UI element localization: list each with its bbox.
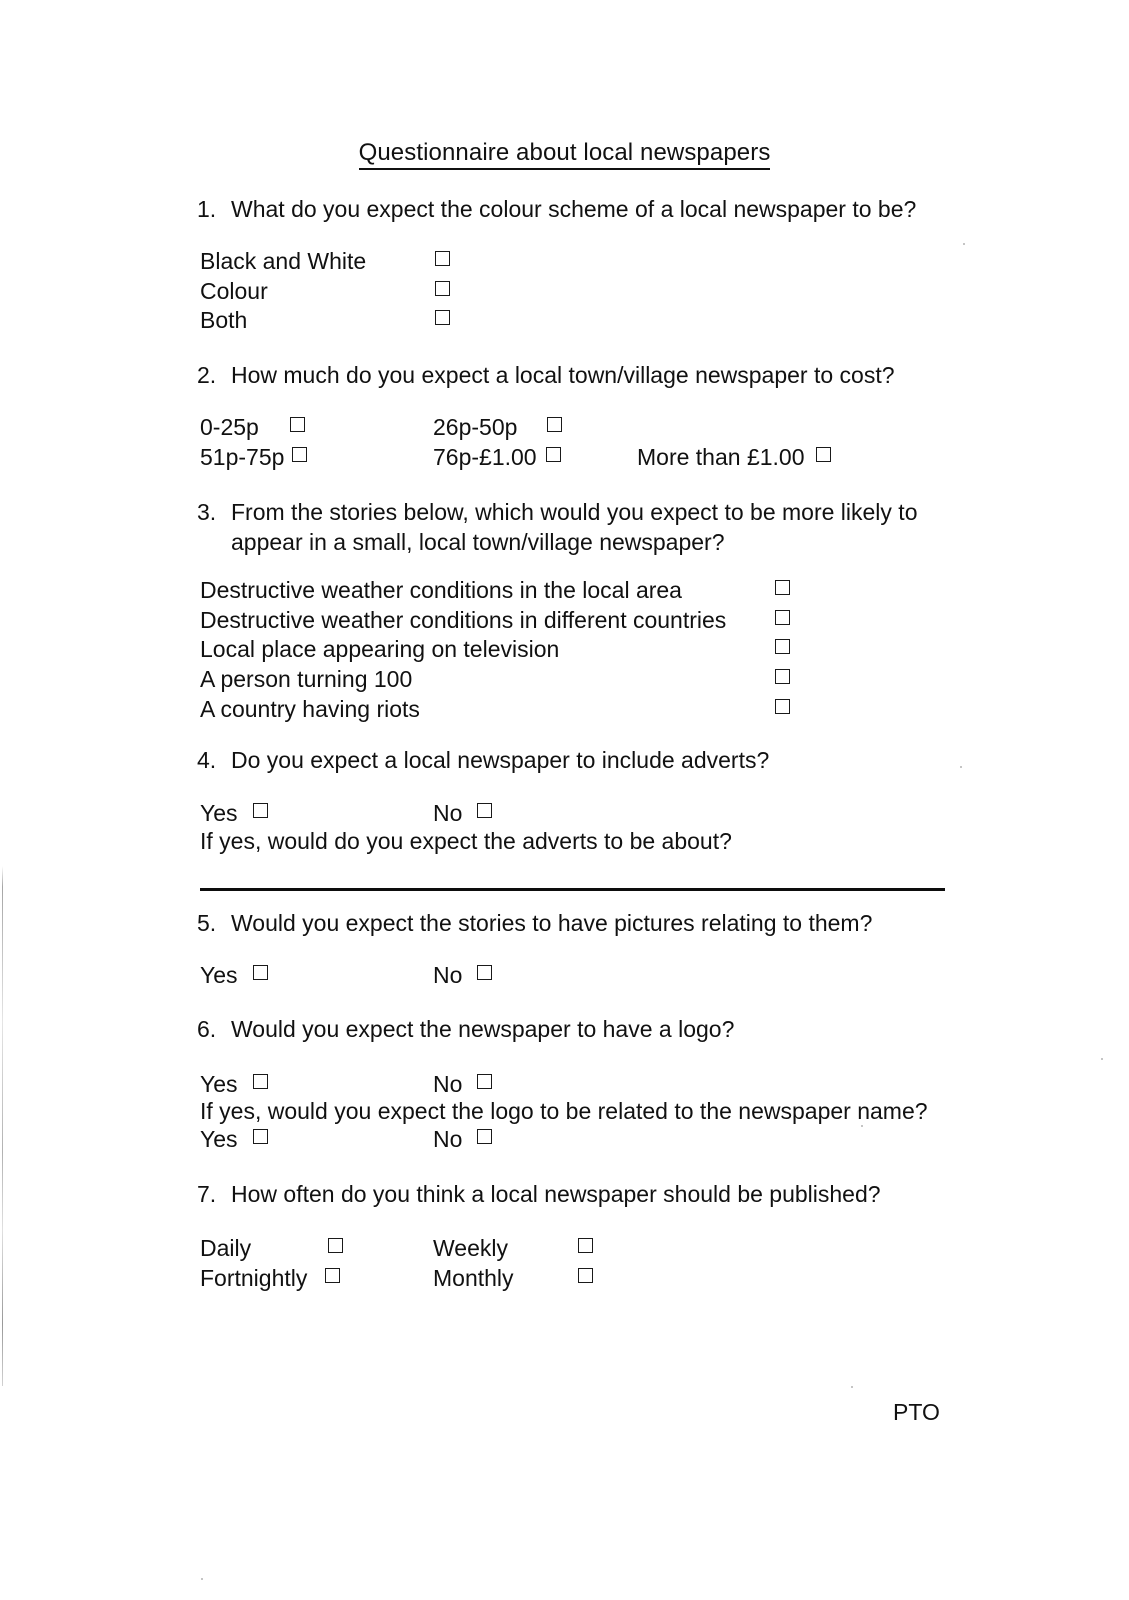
question-2-text: How much do you expect a local town/village newspaper to cost? [231, 362, 895, 388]
page-title [0, 139, 1129, 167]
q1-checkbox-black-and-white[interactable] [435, 251, 450, 266]
question-7-number: 7. [197, 1181, 217, 1207]
q5-option-yes-label: Yes [200, 962, 238, 988]
question-1-text: What do you expect the colour scheme of a local newspaper to be? [231, 196, 917, 222]
q4-option-yes-label: Yes [200, 800, 238, 826]
q3-option-local-weather-label: Destructive weather conditions in the local area [200, 577, 682, 603]
q7-checkbox-fortnightly[interactable] [325, 1268, 340, 1283]
question-1-number: 1. [197, 196, 217, 222]
q6-followup-checkbox-yes[interactable] [253, 1129, 268, 1144]
q6-option-yes-label: Yes [200, 1071, 238, 1097]
q1-checkbox-colour[interactable] [435, 281, 450, 296]
question-1 [197, 194, 961, 224]
page-title-text: Questionnaire about local newspapers [359, 139, 771, 170]
question-5-text: Would you expect the stories to have pictures relating to them? [231, 910, 873, 936]
q4-checkbox-no[interactable] [477, 803, 492, 818]
question-4-number: 4. [197, 747, 217, 773]
page-turn-over-note: PTO [893, 1399, 940, 1425]
q7-option-fortnightly-label: Fortnightly [200, 1265, 308, 1291]
q6-followup-checkbox-no[interactable] [477, 1129, 492, 1144]
q3-checkbox-country-riots[interactable] [775, 699, 790, 714]
q6-followup-option-no-label: No [433, 1126, 463, 1152]
scan-speck [1101, 1058, 1103, 1060]
q7-option-monthly-label: Monthly [433, 1265, 514, 1291]
q5-checkbox-no[interactable] [477, 965, 492, 980]
q6-option-no-label: No [433, 1071, 463, 1097]
q7-option-weekly-label: Weekly [433, 1235, 508, 1261]
question-5-number: 5. [197, 910, 217, 936]
q6-followup-option-yes-label: Yes [200, 1126, 238, 1152]
q2-checkbox-26p-50p[interactable] [547, 417, 562, 432]
q3-option-local-place-on-tv-label: Local place appearing on television [200, 636, 560, 662]
q5-checkbox-yes[interactable] [253, 965, 268, 980]
scan-speck [201, 1578, 203, 1580]
question-2 [197, 360, 961, 390]
question-4 [197, 745, 961, 775]
question-3 [197, 497, 961, 557]
q5-option-no-label: No [433, 962, 463, 988]
q2-option-26p-50p-label: 26p-50p [433, 414, 518, 440]
question-6 [197, 1014, 961, 1044]
question-7 [197, 1179, 961, 1209]
q1-option-black-and-white-label: Black and White [200, 248, 367, 274]
q2-option-76p-1pound-label: 76p-£1.00 [433, 444, 537, 470]
q2-option-51p-75p-label: 51p-75p [200, 444, 285, 470]
q1-option-colour-label: Colour [200, 278, 268, 304]
question-7-text: How often do you think a local newspaper should be published? [231, 1181, 881, 1207]
q2-checkbox-0-25p[interactable] [290, 417, 305, 432]
question-5 [197, 908, 961, 938]
q2-checkbox-more-than-1pound[interactable] [816, 447, 831, 462]
q3-option-person-turning-100-label: A person turning 100 [200, 666, 413, 692]
q4-checkbox-yes[interactable] [253, 803, 268, 818]
question-3-number: 3. [197, 499, 217, 525]
q7-checkbox-weekly[interactable] [578, 1238, 593, 1253]
q3-checkbox-local-weather[interactable] [775, 580, 790, 595]
q3-checkbox-person-turning-100[interactable] [775, 669, 790, 684]
q3-checkbox-foreign-weather[interactable] [775, 610, 790, 625]
q2-option-more-than-1pound-label: More than £1.00 [637, 444, 805, 470]
q4-followup-text: If yes, would do you expect the adverts to be about? [200, 828, 732, 854]
q1-option-both-label: Both [200, 307, 248, 333]
question-6-text: Would you expect the newspaper to have a logo? [231, 1016, 735, 1042]
section-divider [200, 888, 945, 891]
q6-checkbox-yes[interactable] [253, 1074, 268, 1089]
q3-option-foreign-weather-label: Destructive weather conditions in different countries [200, 607, 727, 633]
q3-checkbox-local-place-on-tv[interactable] [775, 639, 790, 654]
scan-edge-artifact [2, 866, 3, 1386]
question-6-number: 6. [197, 1016, 217, 1042]
scan-speck [963, 243, 965, 245]
question-2-number: 2. [197, 362, 217, 388]
q7-checkbox-monthly[interactable] [578, 1268, 593, 1283]
q2-checkbox-51p-75p[interactable] [292, 447, 307, 462]
scan-speck [851, 1386, 853, 1388]
q1-checkbox-both[interactable] [435, 310, 450, 325]
q4-option-no-label: No [433, 800, 463, 826]
question-3-text: From the stories below, which would you expect to be more likely to appear in a small, local town/village newspaper? [231, 499, 918, 555]
q7-option-daily-label: Daily [200, 1235, 252, 1261]
q2-option-0-25p-label: 0-25p [200, 414, 259, 440]
q6-followup-text: If yes, would you expect the logo to be related to the newspaper name? [200, 1098, 928, 1124]
q6-checkbox-no[interactable] [477, 1074, 492, 1089]
q7-checkbox-daily[interactable] [328, 1238, 343, 1253]
question-4-text: Do you expect a local newspaper to include adverts? [231, 747, 770, 773]
q2-checkbox-76p-1pound[interactable] [546, 447, 561, 462]
q3-option-country-riots-label: A country having riots [200, 696, 420, 722]
